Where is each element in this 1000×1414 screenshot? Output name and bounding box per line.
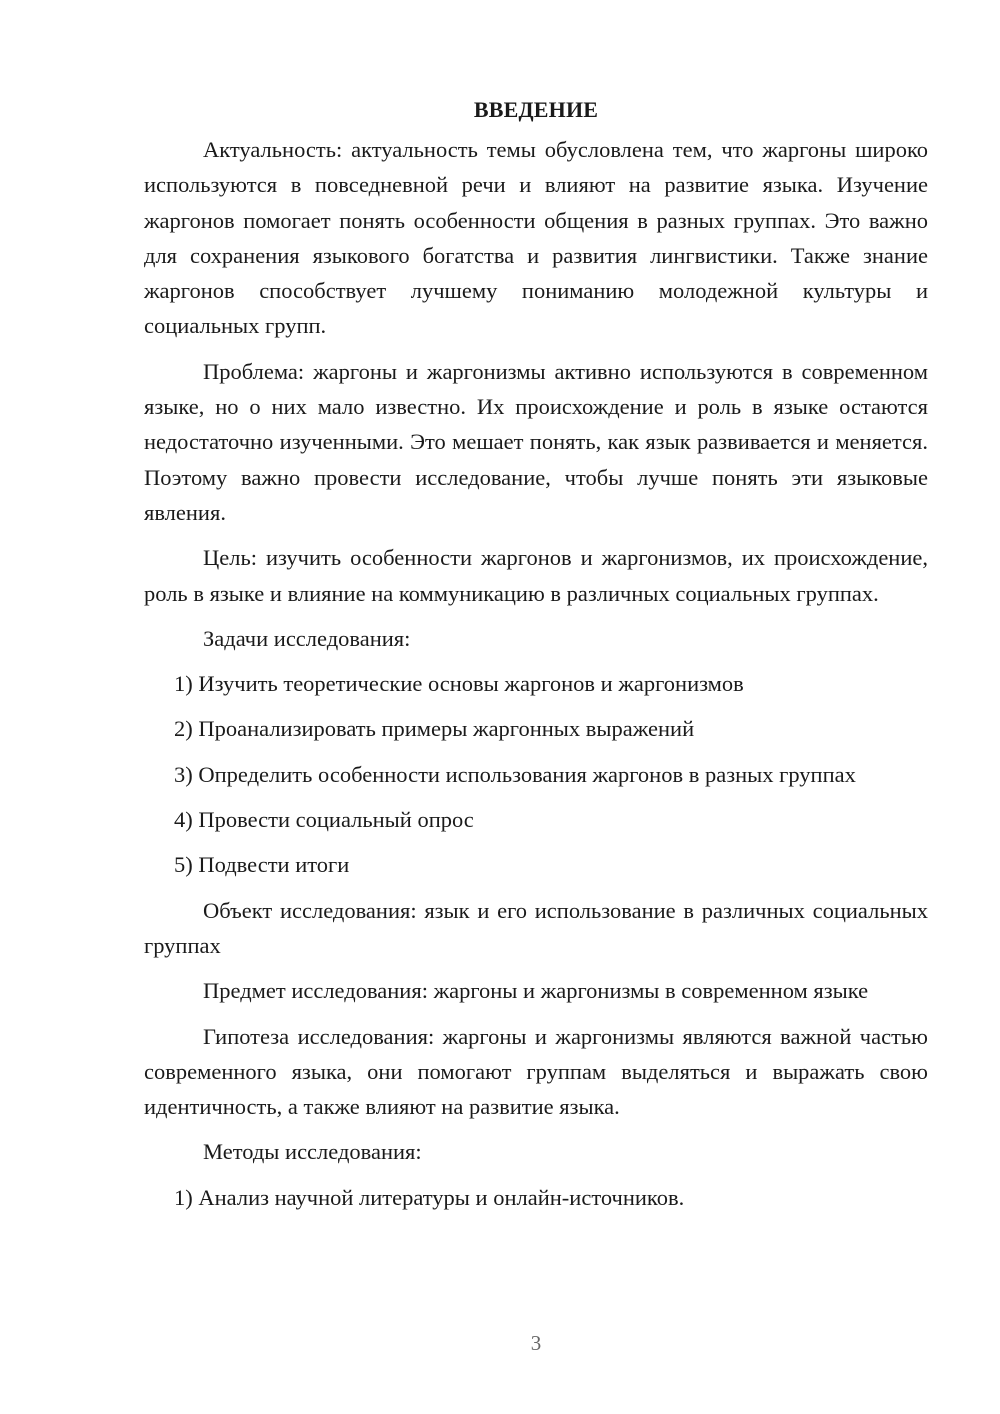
- methods-list: [144, 1180, 928, 1215]
- tasks-list: [144, 666, 928, 882]
- document-page: [144, 92, 928, 1225]
- methods-heading: Методы исследования:: [203, 1139, 422, 1165]
- relevance-paragraph: Актуальность: актуальность темы обусловлена тем, что жаргоны широко используются в повседневной речи и влияют на развитие языка. Изучение жаргонов помогает понять особенности общения в разных группах. Это важно для сохранения языкового богатства и развития лингвистики. Также знание жаргонов способствует лучшему пониманию молодежной культуры и социальных групп.: [144, 137, 928, 339]
- hypothesis-paragraph: Гипотеза исследования: жаргоны и жаргонизмы являются важной частью современного языка, они помогают группам выделяться и выражать свою идентичность, а также влияют на развитие языка.: [144, 1023, 928, 1120]
- list-item: 1) Изучить теоретические основы жаргонов и жаргонизмов: [174, 671, 744, 697]
- list-item: 4) Провести социальный опрос: [174, 807, 474, 833]
- goal-paragraph: Цель: изучить особенности жаргонов и жаргонизмов, их происхождение, роль в языке и влияние на коммуникацию в различных социальных группах.: [144, 545, 928, 606]
- page-title: ВВЕДЕНИЕ: [473, 97, 599, 122]
- list-item: 1) Анализ научной литературы и онлайн-источников.: [174, 1184, 685, 1210]
- subject-paragraph: Предмет исследования: жаргоны и жаргонизмы в современном языке: [203, 978, 869, 1004]
- problem-paragraph: Проблема: жаргоны и жаргонизмы активно используются в современном языке, но о них мало известно. Их происхождение и роль в языке остаются недостаточно изученными. Это мешает понять, как язык развивается и меняется. Поэтому важно провести исследование, чтобы лучше понять эти языковые явления.: [144, 358, 928, 525]
- object-paragraph: Объект исследования: язык и его использование в различных социальных группах: [144, 897, 928, 958]
- tasks-heading: Задачи исследования:: [203, 625, 411, 651]
- page-number: 3: [530, 1331, 542, 1355]
- list-item: 3) Определить особенности использования жаргонов в разных группах: [174, 761, 856, 787]
- list-item: 5) Подвести итоги: [174, 852, 350, 878]
- list-item: 2) Проанализировать примеры жаргонных выражений: [174, 716, 695, 742]
